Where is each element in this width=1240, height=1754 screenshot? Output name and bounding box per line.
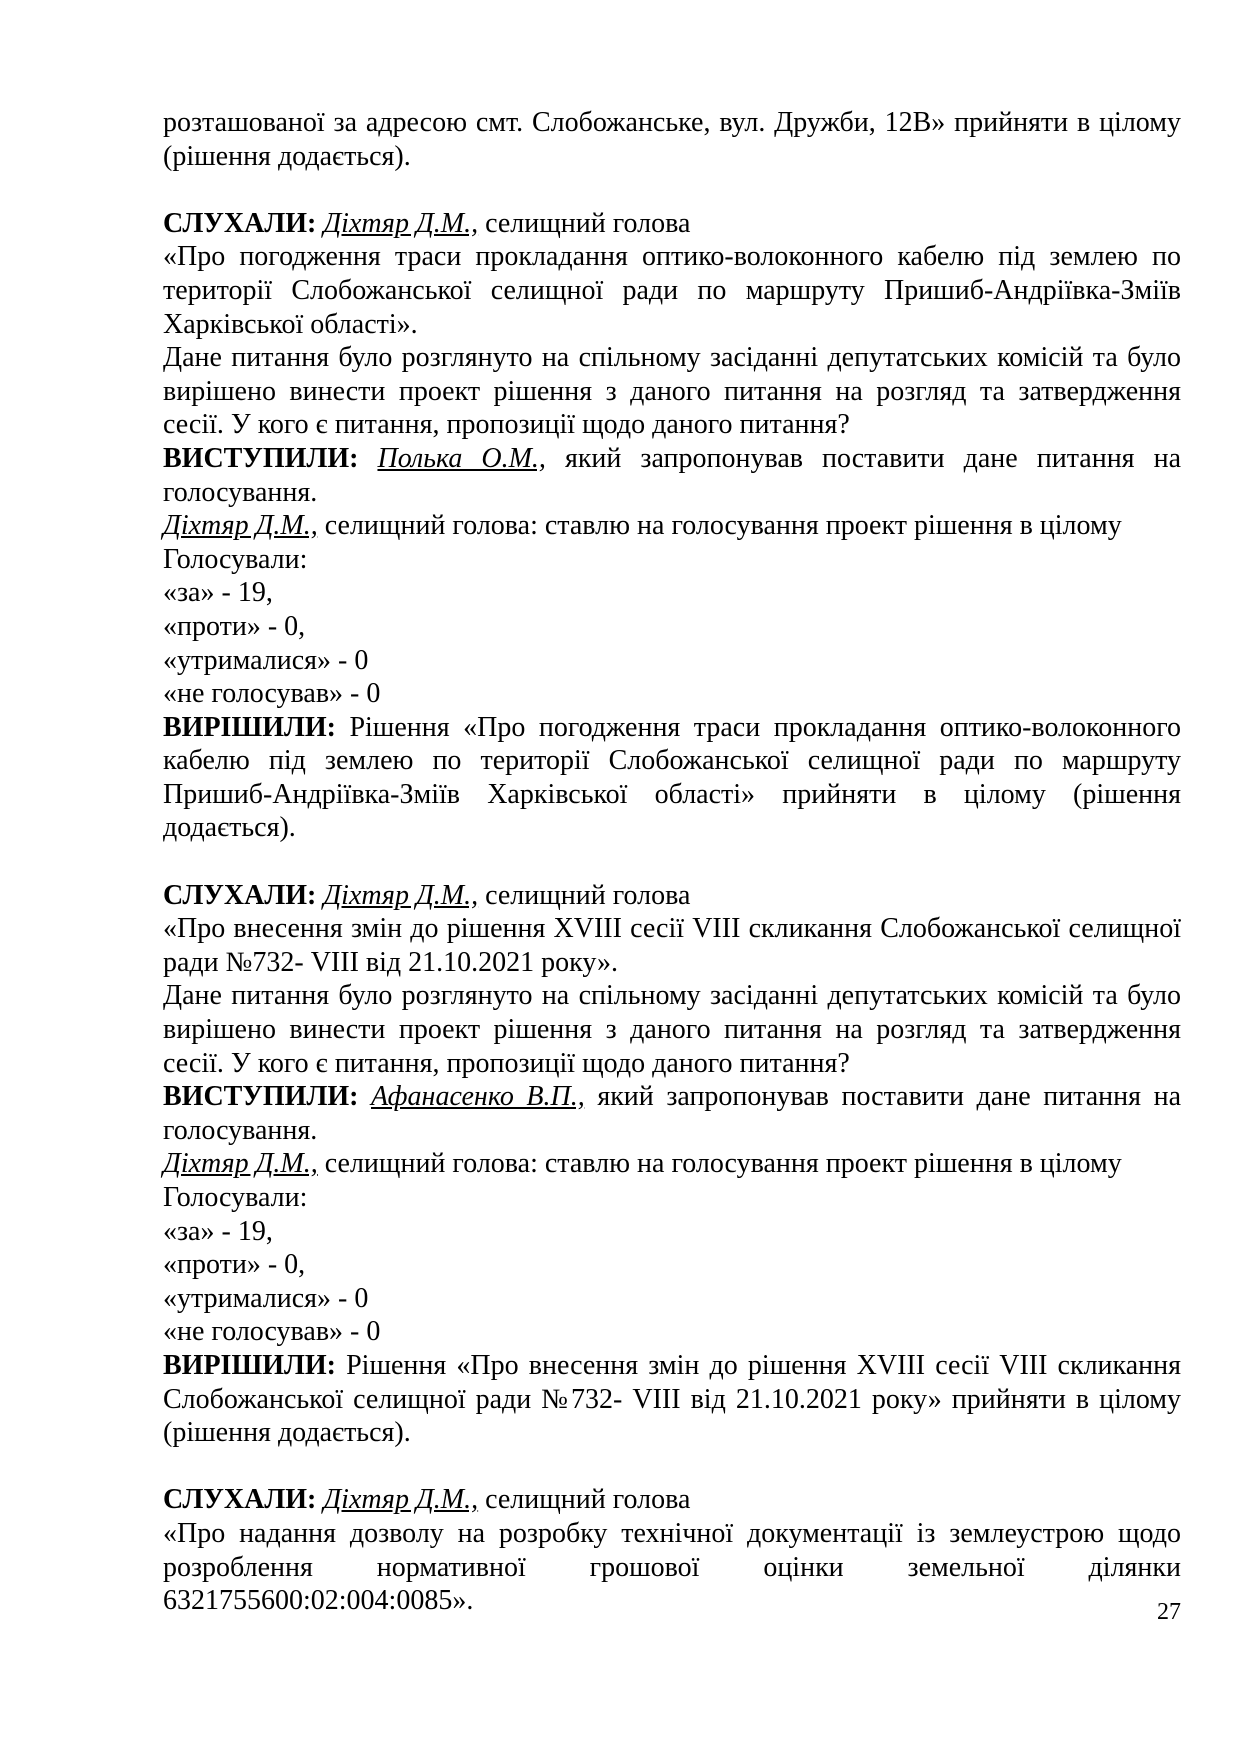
discussion-text: Дане питання було розглянуто на спільному засіданні депутатських комісій та було вирішено винести проект рішення з даного питання на розгляд та затвердження сесії. У кого є питання, пропозиції щодо даного питання? [163, 980, 1181, 1079]
chair-text: селищний голова: ставлю на голосування проект рішення в цілому [324, 1148, 1122, 1180]
decided-label: ВИРІШИЛИ: [163, 1349, 336, 1381]
spoke-text: який запропонував поставити дане питання на голосування. [163, 442, 1181, 508]
speaker-role: селищний голова [485, 879, 691, 911]
decided-text: Рішення «Про погодження траси прокладання оптико-волоконного кабелю під землею по території Слобожанської селищної ради по маршруту Пришиб-Андріївка-Зміїв Харківської області» прийняти в цілому (рішення додається). [163, 711, 1181, 844]
speaker-role: селищний голова [485, 1484, 691, 1516]
topic-text: «Про внесення змін до рішення XVIII сесії VIII скликання Слобожанської селищної ради №732- VIII від 21.10.2021 року». [163, 913, 1181, 978]
chair-text: селищний голова: ставлю на голосування проект рішення в цілому [324, 510, 1122, 542]
vote-abstained: «утрималися» - 0 [163, 644, 369, 676]
page-number: 27 [1157, 1599, 1181, 1625]
heard-line [163, 207, 1181, 241]
spoke-line [163, 442, 1181, 509]
topic-text: «Про надання дозволу на розробку технічної документації із землеустрою щодо розроблення нормативної грошової оцінки земельної ділянки 6321755600:02:004:0085». [163, 1517, 1181, 1617]
vote-not-voted: «не голосував» - 0 [163, 1316, 381, 1348]
speaker-name: Діхтяр Д.М., [323, 1484, 479, 1516]
intro-paragraph: розташованої за адресою смт. Слобожанське, вул. Дружби, 12В» прийняти в цілому (рішення додається). [163, 107, 1181, 172]
vote-abstained: «утрималися» - 0 [163, 1282, 369, 1314]
decided-line [163, 711, 1181, 845]
agenda-item-3 [163, 1483, 1181, 1617]
heard-label: СЛУХАЛИ: [163, 207, 317, 239]
decided-label: ВИРІШИЛИ: [163, 711, 336, 743]
chair-line [163, 509, 1181, 543]
agenda-item-2 [163, 879, 1181, 1450]
heard-line [163, 1483, 1181, 1517]
spoke-speaker: Полька О.М., [377, 442, 546, 474]
vote-against: «проти» - 0, [163, 610, 306, 642]
vote-for: «за» - 19, [163, 1215, 273, 1247]
chair-speaker: Діхтяр Д.М., [163, 1148, 318, 1180]
spoke-line [163, 1080, 1181, 1147]
heard-label: СЛУХАЛИ: [163, 879, 317, 911]
chair-speaker: Діхтяр Д.М., [163, 510, 318, 542]
speaker-name: Діхтяр Д.М., [323, 207, 479, 239]
heard-label: СЛУХАЛИ: [163, 1484, 317, 1516]
vote-title: Голосували: [163, 543, 308, 575]
speaker-role: селищний голова [485, 207, 691, 239]
spacer [163, 173, 1181, 207]
page-content [163, 106, 1181, 1618]
vote-against: «проти» - 0, [163, 1249, 306, 1281]
spoke-label: ВИСТУПИЛИ: [163, 1081, 359, 1113]
discussion-text: Дане питання було розглянуто на спільному засіданні депутатських комісій та було вирішено винести проект рішення з даного питання на розгляд та затвердження сесії. У кого є питання, пропозиції щодо даного питання? [163, 342, 1181, 441]
spacer [163, 1450, 1181, 1484]
topic-text: «Про погодження траси прокладання оптико-волоконного кабелю під землею по території Слобожанської селищної ради по маршруту Пришиб-Андріївка-Зміїв Харківської області». [163, 241, 1181, 340]
decided-line [163, 1349, 1181, 1450]
decided-text: Рішення «Про внесення змін до рішення XVIII сесії VIII скликання Слобожанської селищної ради №732- VIII від 21.10.2021 року» прийняти в цілому (рішення додається). [163, 1349, 1181, 1449]
vote-for: «за» - 19, [163, 577, 273, 609]
speaker-name: Діхтяр Д.М., [323, 879, 479, 911]
spoke-text: який запропонував поставити дане питання на голосування. [163, 1081, 1181, 1146]
heard-line [163, 879, 1181, 913]
agenda-item-1 [163, 207, 1181, 845]
spoke-label: ВИСТУПИЛИ: [163, 442, 359, 474]
vote-title: Голосували: [163, 1182, 308, 1213]
vote-not-voted: «не голосував» - 0 [163, 678, 381, 710]
spacer [163, 845, 1181, 879]
chair-line [163, 1147, 1181, 1181]
spoke-speaker: Афанасенко В.П., [371, 1081, 585, 1113]
